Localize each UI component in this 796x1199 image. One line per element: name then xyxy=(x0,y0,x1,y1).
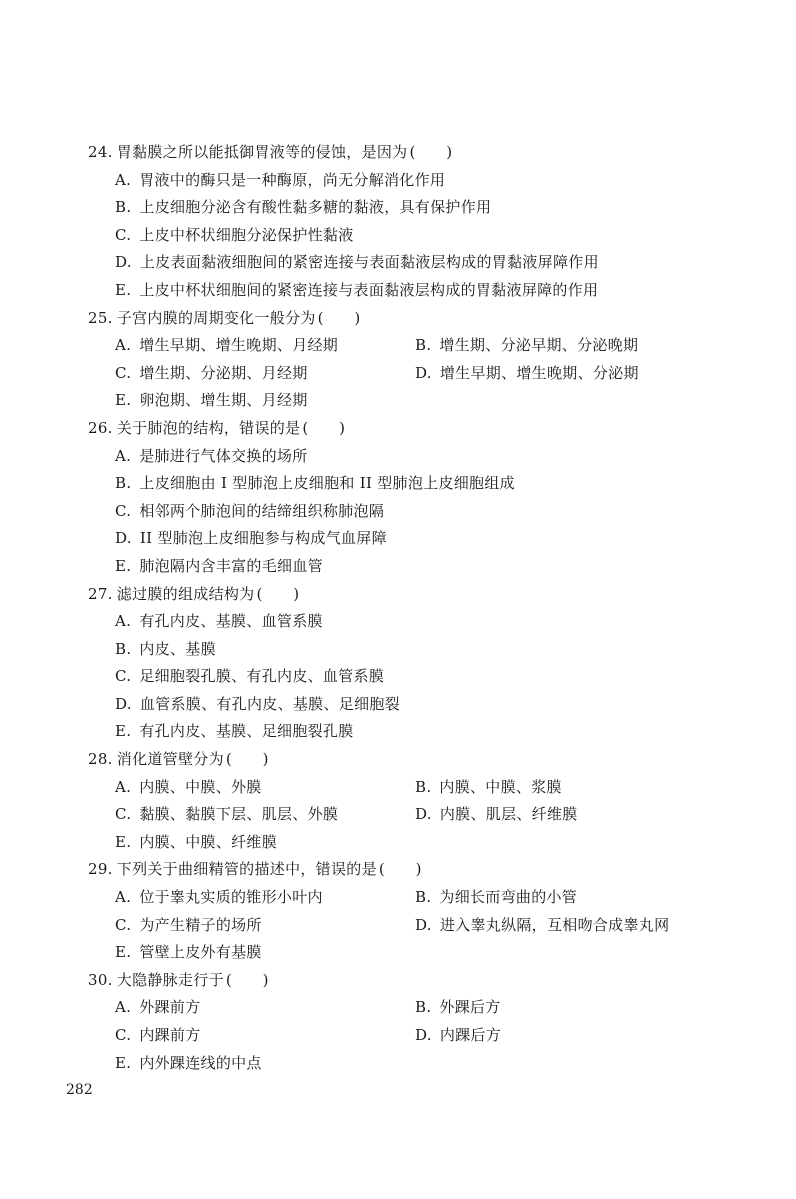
option-d xyxy=(115,525,387,553)
option-row xyxy=(115,718,728,746)
option-text: 内膜、中膜、浆膜 xyxy=(439,777,562,796)
option-text: 外踝后方 xyxy=(439,998,501,1017)
question-stem xyxy=(88,581,728,609)
option-c xyxy=(115,222,354,250)
option-text: 血管系膜、有孔内皮、基膜、足细胞裂 xyxy=(139,694,400,713)
option-row xyxy=(115,829,728,857)
option-c xyxy=(115,498,384,526)
option-text: 增生早期、增生晚期、分泌期 xyxy=(439,363,639,382)
question-stem xyxy=(88,415,728,443)
option-text: II 型肺泡上皮细胞参与构成气血屏障 xyxy=(139,529,387,548)
option-d xyxy=(415,912,715,940)
option-a xyxy=(115,608,323,636)
question-27 xyxy=(88,581,728,747)
option-letter: C. xyxy=(115,363,132,382)
option-letter: C. xyxy=(115,501,132,520)
option-text: 相邻两个肺泡间的结缔组织称肺泡隔 xyxy=(139,501,385,520)
option-row xyxy=(115,1050,728,1078)
option-text: 上皮中杯状细胞分泌保护性黏液 xyxy=(139,225,354,244)
option-text: 卵泡期、增生期、月经期 xyxy=(139,391,308,410)
option-row xyxy=(115,387,728,415)
option-text: 增生早期、增生晚期、月经期 xyxy=(139,336,339,355)
option-text: 内膜、肌层、纤维膜 xyxy=(439,805,578,824)
option-text: 进入睾丸纵隔，互相吻合成睾丸网 xyxy=(439,915,670,934)
question-list xyxy=(88,139,728,1077)
option-letter: E. xyxy=(115,832,132,851)
question-stem xyxy=(88,139,728,167)
option-row xyxy=(115,663,728,691)
option-row xyxy=(115,277,728,305)
options xyxy=(88,167,728,305)
option-row xyxy=(115,498,728,526)
option-letter: D. xyxy=(115,529,132,548)
option-d xyxy=(415,360,715,388)
option-row xyxy=(115,332,728,360)
option-letter: D. xyxy=(115,253,132,272)
option-letter: A. xyxy=(115,170,132,189)
option-a xyxy=(115,994,415,1022)
option-row xyxy=(115,1022,728,1050)
option-c xyxy=(115,663,384,691)
answer-blank: ( ) xyxy=(409,143,453,161)
question-number: 29. xyxy=(88,860,113,879)
option-row xyxy=(115,691,728,719)
options xyxy=(88,774,728,857)
option-text: 为细长而弯曲的小管 xyxy=(439,888,578,907)
option-b xyxy=(415,332,715,360)
option-text: 上皮细胞由 I 型肺泡上皮细胞和 II 型肺泡上皮细胞组成 xyxy=(139,474,515,493)
option-letter: B. xyxy=(415,998,432,1017)
question-number: 24. xyxy=(88,143,113,161)
option-d xyxy=(115,249,599,277)
option-c xyxy=(115,801,415,829)
option-row xyxy=(115,525,728,553)
option-letter: E. xyxy=(115,1053,132,1072)
question-text: 滤过膜的组成结构为 xyxy=(116,584,255,603)
option-text: 内外踝连线的中点 xyxy=(139,1053,262,1072)
option-d xyxy=(415,1022,715,1050)
option-row xyxy=(115,636,728,664)
option-letter: E. xyxy=(115,391,132,410)
option-c xyxy=(115,912,415,940)
question-text: 关于肺泡的结构，错误的是 xyxy=(116,418,301,437)
option-e xyxy=(115,1050,415,1078)
option-a xyxy=(115,774,415,802)
option-row xyxy=(115,167,728,195)
answer-blank: ( ) xyxy=(256,584,300,603)
option-row xyxy=(115,360,728,388)
option-letter: C. xyxy=(115,805,132,824)
option-letter: A. xyxy=(115,888,132,907)
option-c xyxy=(115,360,415,388)
question-24 xyxy=(88,139,728,305)
options xyxy=(88,608,728,746)
option-a xyxy=(115,884,415,912)
question-25 xyxy=(88,305,728,415)
option-d xyxy=(115,691,400,719)
option-text: 上皮中杯状细胞间的紧密连接与表面黏液层构成的胃黏液屏障的作用 xyxy=(139,280,599,299)
option-letter: A. xyxy=(115,998,132,1017)
option-row xyxy=(115,884,728,912)
option-text: 黏膜、黏膜下层、肌层、外膜 xyxy=(139,805,339,824)
options xyxy=(88,332,728,415)
option-text: 上皮细胞分泌含有酸性黏多糖的黏液，具有保护作用 xyxy=(139,198,492,217)
option-text: 内踝前方 xyxy=(139,1026,201,1044)
question-26 xyxy=(88,415,728,581)
question-29 xyxy=(88,856,728,966)
question-stem xyxy=(88,856,728,884)
answer-blank: ( ) xyxy=(317,308,361,327)
question-text: 子宫内膜的周期变化一般分为 xyxy=(116,308,316,327)
option-letter: B. xyxy=(115,198,132,217)
option-letter: D. xyxy=(415,363,432,382)
option-row xyxy=(115,222,728,250)
option-b xyxy=(115,194,491,222)
option-text: 位于睾丸实质的锥形小叶内 xyxy=(139,888,323,907)
option-letter: D. xyxy=(415,805,432,824)
option-row xyxy=(115,801,728,829)
option-letter: C. xyxy=(115,667,132,686)
option-text: 胃液中的酶只是一种酶原，尚无分解消化作用 xyxy=(139,170,446,189)
option-text: 上皮表面黏液细胞间的紧密连接与表面黏液层构成的胃黏液屏障作用 xyxy=(139,253,599,272)
option-letter: C. xyxy=(115,915,132,934)
option-text: 有孔内皮、基膜、足细胞裂孔膜 xyxy=(139,722,354,741)
option-b xyxy=(115,636,216,664)
option-row xyxy=(115,443,728,471)
question-text: 消化道管壁分为 xyxy=(116,750,224,769)
option-row xyxy=(115,774,728,802)
option-text: 足细胞裂孔膜、有孔内皮、血管系膜 xyxy=(139,667,385,686)
option-letter: B. xyxy=(415,888,432,907)
option-d xyxy=(415,801,715,829)
option-letter: A. xyxy=(115,777,132,796)
option-text: 内膜、中膜、外膜 xyxy=(139,777,262,796)
option-a xyxy=(115,167,445,195)
question-text: 下列关于曲细精管的描述中，错误的是 xyxy=(116,860,377,879)
option-text: 内踝后方 xyxy=(439,1026,502,1044)
option-letter: B. xyxy=(415,336,432,355)
question-number: 27. xyxy=(88,584,113,603)
option-letter: D. xyxy=(415,1026,432,1044)
option-text: 增生期、分泌期、月经期 xyxy=(139,363,308,382)
page-number: 282 xyxy=(66,1082,93,1098)
question-stem xyxy=(88,967,728,995)
answer-blank: ( ) xyxy=(302,418,346,437)
option-b xyxy=(415,774,715,802)
question-text: 大隐静脉走行于 xyxy=(116,970,224,989)
option-letter: C. xyxy=(115,1026,132,1044)
option-letter: B. xyxy=(115,639,132,658)
option-letter: A. xyxy=(115,336,132,355)
option-letter: D. xyxy=(115,694,132,713)
option-letter: C. xyxy=(115,225,132,244)
option-e xyxy=(115,718,354,746)
question-stem xyxy=(88,305,728,333)
question-number: 26. xyxy=(88,418,113,437)
option-text: 内膜、中膜、纤维膜 xyxy=(139,832,278,851)
answer-blank: ( ) xyxy=(378,860,422,879)
option-c xyxy=(115,1022,415,1050)
option-e xyxy=(115,387,415,415)
option-letter: E. xyxy=(115,280,132,299)
option-letter: B. xyxy=(115,474,132,493)
options xyxy=(88,994,728,1077)
option-row xyxy=(115,249,728,277)
option-text: 肺泡隔内含丰富的毛细血管 xyxy=(139,556,323,575)
option-letter: D. xyxy=(415,915,432,934)
question-number: 30. xyxy=(88,970,113,989)
option-b xyxy=(415,994,715,1022)
option-text: 外踝前方 xyxy=(139,998,201,1017)
option-letter: B. xyxy=(415,777,432,796)
question-number: 25. xyxy=(88,308,113,327)
question-stem xyxy=(88,746,728,774)
answer-blank: ( ) xyxy=(225,970,269,989)
option-row xyxy=(115,470,728,498)
option-b xyxy=(415,884,715,912)
option-text: 是肺进行气体交换的场所 xyxy=(139,446,308,465)
option-e xyxy=(115,277,598,305)
option-row xyxy=(115,608,728,636)
option-letter: A. xyxy=(115,446,132,465)
option-text: 管壁上皮外有基膜 xyxy=(139,943,262,962)
question-30 xyxy=(88,967,728,1077)
option-a xyxy=(115,443,308,471)
option-letter: E. xyxy=(115,722,132,741)
options xyxy=(88,443,728,581)
option-text: 内皮、基膜 xyxy=(139,639,216,658)
option-e xyxy=(115,939,415,967)
option-row xyxy=(115,194,728,222)
option-e xyxy=(115,553,323,581)
option-text: 有孔内皮、基膜、血管系膜 xyxy=(139,612,323,631)
option-b xyxy=(115,470,515,498)
option-row xyxy=(115,912,728,940)
option-a xyxy=(115,332,415,360)
option-letter: E. xyxy=(115,943,132,962)
options xyxy=(88,884,728,967)
option-text: 为产生精子的场所 xyxy=(139,915,262,934)
option-row xyxy=(115,553,728,581)
option-letter: A. xyxy=(115,612,132,631)
option-text: 增生期、分泌早期、分泌晚期 xyxy=(439,336,639,355)
option-e xyxy=(115,829,415,857)
option-row xyxy=(115,939,728,967)
answer-blank: ( ) xyxy=(225,750,269,769)
question-text: 胃黏膜之所以能抵御胃液等的侵蚀，是因为 xyxy=(116,143,408,161)
question-number: 28. xyxy=(88,750,113,769)
option-row xyxy=(115,994,728,1022)
option-letter: E. xyxy=(115,556,132,575)
question-28 xyxy=(88,746,728,856)
